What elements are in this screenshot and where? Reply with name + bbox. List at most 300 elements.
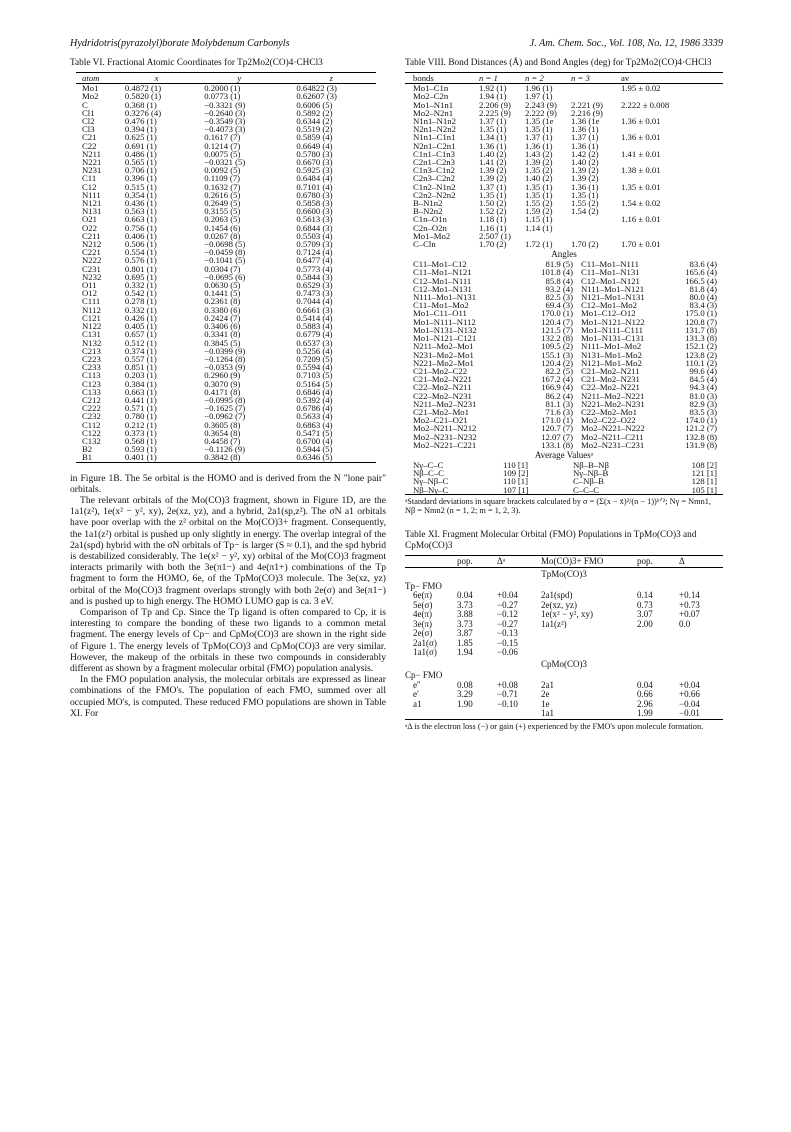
delta2-cell — [679, 648, 723, 658]
bond-cell: Mo1–Mo2 — [413, 230, 451, 241]
table6 — [76, 72, 376, 463]
pop-cell: 0.08 — [457, 679, 473, 690]
bond-cell: N2n1–C2n1 — [413, 140, 456, 151]
n1-cell: 1.94 (1) — [479, 91, 507, 102]
delta-cell — [497, 709, 541, 719]
z-cell: 0.6346 (5) — [296, 452, 333, 463]
delta-cell: −0.27 — [497, 599, 518, 610]
pop-cell: 3.73 — [457, 618, 473, 629]
angle-value-cell: 132.8 (8) — [685, 431, 717, 442]
y-cell: −0.0695 (6) — [204, 271, 246, 282]
n3-cell: 1.37 (1) — [571, 132, 599, 143]
pop-cell: 3.73 — [457, 599, 473, 610]
delta2-cell: +0.04 — [679, 679, 700, 690]
atom-cell: Cl2 — [82, 116, 95, 127]
x-cell: 0.354 (1) — [124, 189, 157, 200]
z-cell: 0.7044 (4) — [296, 296, 333, 307]
table11-section-tp — [405, 568, 723, 582]
table-row — [405, 232, 723, 240]
n1-cell: 1.37 (1) — [479, 181, 507, 192]
angle-label-cell: C11–Mo1–C12 — [413, 259, 467, 270]
delta-cell: −0.71 — [497, 689, 518, 700]
atom-cell: C122 — [82, 427, 101, 438]
angle-value-cell: 69.4 (3) — [545, 300, 573, 311]
angle-value-cell: 84.5 (4) — [689, 374, 717, 385]
delta2-cell: −0.01 — [679, 708, 700, 719]
z-cell: 0.5256 (4) — [296, 345, 333, 356]
y-cell: −0.0995 (8) — [204, 394, 246, 405]
angle-label-cell: C11–Mo1–N131 — [581, 267, 640, 278]
delta-cell: −0.12 — [497, 609, 518, 620]
av-cell: 1.16 ± 0.01 — [621, 214, 661, 225]
av-cell: 1.95 ± 0.02 — [621, 83, 661, 94]
x-cell: 0.401 (1) — [124, 452, 157, 463]
z-cell: 0.6529 (3) — [296, 280, 333, 291]
z-cell: 0.64822 (3) — [296, 83, 337, 94]
n3-cell: 1.54 (2) — [571, 206, 599, 217]
n1-cell: 1.41 (2) — [479, 157, 507, 168]
y-cell: 0.4171 (8) — [204, 386, 241, 397]
n2-cell: 1.36 (1) — [525, 140, 553, 151]
angle-value-cell: 105 [1] — [691, 484, 717, 495]
atom-cell: N231 — [82, 165, 102, 176]
angle-value-cell: 71.6 (3) — [545, 406, 573, 417]
table11-section-cp — [405, 658, 723, 672]
pop-cell: 1.94 — [457, 647, 473, 658]
x-cell: 0.515 (1) — [124, 181, 157, 192]
table-row — [405, 709, 723, 719]
atom-cell: N111 — [82, 189, 101, 200]
x-cell: 0.332 (1) — [124, 280, 157, 291]
z-cell: 0.7124 (4) — [296, 247, 333, 258]
angle-label-cell: Mo2–N211–N212 — [413, 423, 477, 434]
bond-cell: C1n3–C1n2 — [413, 165, 455, 176]
atom-cell: O12 — [82, 288, 97, 299]
x-cell: 0.625 (1) — [124, 132, 157, 143]
x-cell: 0.706 (1) — [124, 165, 157, 176]
x-cell: 0.542 (1) — [124, 288, 157, 299]
z-cell: 0.5944 (5) — [296, 444, 333, 455]
average-values-heading: Average Valuesᵃ — [534, 449, 594, 460]
angle-value-cell: 81.1 (3) — [545, 398, 573, 409]
table-row — [405, 461, 723, 469]
y-cell: 0.0075 (5) — [204, 148, 241, 159]
x-cell: 0.563 (1) — [124, 206, 157, 217]
n1-cell: 1.37 (1) — [479, 116, 507, 127]
x-cell: 0.663 (1) — [124, 386, 157, 397]
z-cell: 0.5594 (4) — [296, 362, 333, 373]
angle-value-cell: 131.9 (8) — [685, 439, 717, 450]
angle-value-cell: 131.3 (8) — [685, 333, 717, 344]
x-cell: 0.368 (1) — [124, 99, 157, 110]
table11-label-cp — [405, 671, 723, 681]
angle-label-cell: C21–Mo2–N211 — [581, 365, 640, 376]
angle-value-cell: 120.7 (7) — [541, 423, 573, 434]
paragraph: Comparison of Tp and Cp. Since the Tp ligand is often compared to Cp, it is interesting to compare the bonding of these two ligands to a common metal fragment. The energy levels of Cp− and CpMo(CO)3 are shown in the right side of Figure 1. The energy levels of TpMo(CO)3 and CpMo(CO)3 are very similar. However, the makeup of the orbitals in these two compounds in considerably different as shown by a fragment molecular orbital (FMO) population analysis. — [70, 606, 386, 674]
z-cell: 0.5780 (3) — [296, 148, 333, 159]
atom-cell: C113 — [82, 370, 101, 381]
x-cell: 0.212 (1) — [124, 419, 157, 430]
n1-cell: 2.225 (9) — [479, 107, 511, 118]
angle-value-cell: 81.9 (5) — [545, 259, 573, 270]
angle-label-cell: Nβ–B–Nβ — [573, 459, 609, 470]
angle-label-cell: N121–Mo1–Mo2 — [581, 357, 642, 368]
angle-value-cell: 82.9 (3) — [689, 398, 717, 409]
bond-cell: B–N2n2 — [413, 206, 443, 217]
x-cell: 0.576 (1) — [124, 255, 157, 266]
table11-caption: Table XI. Fragment Molecular Orbital (FMO) Populations in TpMo(CO)3 and CpMo(CO)3 — [405, 529, 697, 551]
atom-cell: N121 — [82, 198, 102, 209]
angle-value-cell: 85.8 (4) — [545, 275, 573, 286]
z-cell: 0.6700 (4) — [296, 435, 333, 446]
x-cell: 0.506 (1) — [124, 239, 157, 250]
angle-label-cell: N211–Mo2–N221 — [581, 390, 645, 401]
angle-value-cell: 83.4 (3) — [689, 300, 717, 311]
y-cell: −0.0353 (9) — [204, 362, 246, 373]
angle-label-cell: Mo1–N111–N112 — [413, 316, 476, 327]
z-cell: 0.6006 (5) — [296, 99, 333, 110]
n3-cell: 1.42 (2) — [571, 148, 599, 159]
x-cell: 0.332 (1) — [124, 304, 157, 315]
mo-fmo-cell: 1a1(z²) — [541, 618, 567, 629]
z-cell: 0.6670 (3) — [296, 157, 333, 168]
table-row — [405, 240, 723, 248]
pop2-cell: 2.96 — [637, 698, 653, 709]
angle-value-cell: 109.5 (2) — [541, 341, 573, 352]
atom-cell: C222 — [82, 403, 101, 414]
table-row — [405, 199, 723, 207]
angle-value-cell: 120.4 (2) — [541, 357, 573, 368]
table6-caption: Table VI. Fractional Atomic Coordinates for Tp2Mo2(CO)4·CHCl3 — [70, 58, 323, 68]
table11-body — [405, 568, 723, 720]
angle-value-cell: 12.07 (7) — [541, 431, 573, 442]
n1-cell: 1.92 (1) — [479, 83, 507, 94]
pop2-cell: 0.66 — [637, 689, 653, 700]
table-row — [405, 700, 723, 710]
x-cell: 0.476 (1) — [124, 116, 157, 127]
x-cell: 0.4872 (1) — [124, 83, 162, 94]
x-cell: 0.801 (1) — [124, 263, 157, 274]
angle-label-cell: Nγ–C–C — [413, 459, 444, 470]
table11-col-delta: Δᵃ — [497, 555, 506, 566]
z-cell: 0.5503 (4) — [296, 230, 333, 241]
y-cell: 0.4458 (7) — [204, 435, 241, 446]
atom-cell: N232 — [82, 271, 102, 282]
n1-cell: 1.52 (2) — [479, 206, 507, 217]
angle-label-cell: Nβ–C–C — [413, 468, 444, 479]
n3-cell: 1.35 (1) — [571, 189, 599, 200]
n1-cell: 1.39 (2) — [479, 165, 507, 176]
delta-cell: −0.06 — [497, 647, 518, 658]
n2-cell: 1.35 (2) — [525, 165, 553, 176]
angle-value-cell: 82.5 (3) — [545, 292, 573, 303]
x-cell: 0.374 (1) — [124, 345, 157, 356]
pop2-cell: 2.00 — [637, 618, 653, 629]
mo-fmo-cell: 1e(x² − y², xy) — [541, 609, 593, 620]
angle-label-cell: C21–Mo2–N221 — [413, 374, 472, 385]
n3-cell: 1.36 (1) — [571, 124, 599, 135]
z-cell: 0.5858 (3) — [296, 198, 333, 209]
angle-label-cell: Mo1–N121–N122 — [581, 316, 645, 327]
av-cell — [621, 224, 723, 232]
table-row — [405, 441, 723, 449]
atom-cell: O22 — [82, 222, 97, 233]
fmo-cell: 4e(π) — [413, 609, 433, 620]
y-cell: 0.1109 (7) — [204, 173, 241, 184]
z-cell: 0.5925 (3) — [296, 165, 333, 176]
atom-cell: C21 — [82, 132, 97, 143]
atom-cell: Cl3 — [82, 124, 95, 135]
z-cell: 0.5709 (3) — [296, 239, 333, 250]
paragraph: in Figure 1B. The 5e orbital is the HOMO and is derived from the N "lone pair" orbitals. — [70, 472, 386, 495]
pop2-cell — [637, 639, 679, 649]
angle-value-cell: 132.2 (8) — [541, 333, 573, 344]
angle-label-cell: C22–Mo2–Mo1 — [581, 406, 637, 417]
n2-cell: 1.35 (1e — [525, 116, 554, 127]
n3-cell: 1.36 (1e — [571, 116, 600, 127]
y-cell: −0.3321 (9) — [204, 99, 246, 110]
z-cell: 0.6779 (4) — [296, 329, 333, 340]
atom-cell: N112 — [82, 304, 101, 315]
angle-label-cell: Mo2–N231–C231 — [581, 439, 645, 450]
table-row — [405, 690, 723, 700]
angle-label-cell: C21–Mo2–N231 — [581, 374, 640, 385]
angle-value-cell: 83.6 (4) — [689, 259, 717, 270]
z-cell: 0.7209 (5) — [296, 353, 333, 364]
fmo-cell: 3e(π) — [413, 618, 433, 629]
header-title: Hydridotris(pyrazolyl)borate Molybdenum Carbonyls — [70, 38, 290, 49]
y-cell: −0.1041 (5) — [204, 255, 246, 266]
bond-cell: Mo1–N1n1 — [413, 99, 454, 110]
n3-cell: 1.55 (2) — [571, 198, 599, 209]
table-row — [405, 639, 723, 649]
mo-fmo-cell: 1e — [541, 698, 550, 709]
atom-cell: C132 — [82, 435, 101, 446]
bond-cell: Mo2–N2n1 — [413, 107, 454, 118]
angle-value-cell: 121.5 (7) — [541, 324, 573, 335]
angle-label-cell: Nβ–Nγ–C — [413, 484, 449, 495]
n2-cell: 1.59 (2) — [525, 206, 553, 217]
angle-value-cell: 81.8 (4) — [689, 283, 717, 294]
atom-cell: C11 — [82, 173, 97, 184]
n2-cell: 1.96 (1) — [525, 83, 553, 94]
table11-col-pop: pop. — [457, 555, 473, 566]
delta2-cell: +0.14 — [679, 590, 700, 601]
mo-fmo-cell: 2e — [541, 689, 550, 700]
n2-cell: 1.39 (2) — [525, 157, 553, 168]
bond-cell: C2n1–C2n3 — [413, 157, 455, 168]
x-cell: 0.394 (1) — [124, 124, 157, 135]
pop-cell: 0.04 — [457, 590, 473, 601]
n3-cell: 1.39 (2) — [571, 165, 599, 176]
atom-cell: N132 — [82, 337, 102, 348]
body-text — [70, 473, 386, 719]
bond-cell: C1n2–N1n2 — [413, 181, 456, 192]
atom-cell: C232 — [82, 411, 101, 422]
angle-value-cell: 110.1 (2) — [685, 357, 717, 368]
y-cell: 0.1632 (7) — [204, 181, 241, 192]
angle-value-cell: 174.0 (1) — [685, 415, 717, 426]
x-cell: 0.5820 (1) — [124, 91, 162, 102]
y-cell: 0.0630 (5) — [204, 280, 241, 291]
pop-cell — [457, 709, 497, 719]
angle-value-cell: 99.6 (4) — [689, 365, 717, 376]
pop2-cell: 0.04 — [637, 679, 653, 690]
angle-label-cell: C–Nβ–B — [573, 476, 604, 487]
x-cell: 0.691 (1) — [124, 140, 157, 151]
angle-label-cell: Mo2–N231–N232 — [413, 431, 477, 442]
n2-cell: 1.15 (1) — [525, 214, 553, 225]
av-cell: 1.38 ± 0.01 — [621, 165, 661, 176]
angle-label-cell: N121–Mo1–N131 — [581, 292, 645, 303]
n2-cell: 1.43 (2) — [525, 148, 553, 159]
n2-cell: 2.222 (9) — [525, 107, 557, 118]
x-cell: 0.565 (1) — [124, 157, 157, 168]
z-cell: 0.6649 (4) — [296, 140, 333, 151]
angle-label-cell: Mo1–C11–O11 — [413, 308, 467, 319]
x-cell: 0.568 (1) — [124, 435, 157, 446]
angle-value-cell: 120.8 (7) — [685, 316, 717, 327]
table-row — [405, 648, 723, 658]
y-cell: 0.2000 (1) — [204, 83, 241, 94]
angle-value-cell: 171.0 (1) — [541, 415, 573, 426]
n1-cell: 1.16 (1) — [479, 222, 507, 233]
angle-label-cell: Mo1–N111–C111 — [581, 324, 643, 335]
atom-cell: O21 — [82, 214, 97, 225]
x-cell: 0.756 (1) — [124, 222, 157, 233]
fmo-group-label: Tp− FMO — [405, 580, 442, 591]
x-cell: 0.436 (1) — [124, 198, 157, 209]
delta2-cell: −0.04 — [679, 698, 700, 709]
table-row — [405, 224, 723, 232]
angle-value-cell: 166.9 (4) — [541, 382, 573, 393]
z-cell: 0.7101 (4) — [296, 181, 333, 192]
table8-col-av: av — [621, 73, 630, 83]
angle-value-cell: 107 [1] — [503, 484, 529, 495]
bond-cell: Mo1–C1n — [413, 83, 449, 94]
n3-cell — [571, 84, 621, 93]
av-cell: 1.70 ± 0.01 — [621, 239, 661, 250]
n2-cell: 1.14 (1) — [525, 222, 553, 233]
atom-cell: B1 — [82, 452, 93, 463]
atom-cell: Cl1 — [82, 107, 95, 118]
bond-cell: N2n1–N2n2 — [413, 124, 456, 135]
atom-cell: B2 — [82, 444, 93, 455]
table-row — [405, 629, 723, 639]
x-cell: 0.426 (1) — [124, 312, 157, 323]
mo-fmo-cell — [541, 648, 637, 658]
atom-cell: C231 — [82, 263, 101, 274]
table8 — [405, 72, 723, 248]
angle-label-cell: Mo2–C21–O21 — [413, 415, 468, 426]
pop2-cell: 1.99 — [637, 708, 653, 719]
bond-cell: C2n–O2n — [413, 222, 447, 233]
paragraph: In the FMO population analysis, the molecular orbitals are expressed as linear combinations of the FMO's. The population of each FMO, summed over all occupied MO's, is computed. These reduced FMO populations are shown in Table XI. For — [70, 674, 386, 719]
delta-cell: −0.27 — [497, 618, 518, 629]
angle-label-cell: C21–Mo2–Mo1 — [413, 406, 469, 417]
atom-cell: N222 — [82, 255, 102, 266]
n2-cell: 1.37 (1) — [525, 132, 553, 143]
angle-value-cell: 120.4 (7) — [541, 316, 573, 327]
n1-cell: 2.507 (1) — [479, 230, 511, 241]
bond-cell: N1n1–C1n1 — [413, 132, 456, 143]
angle-label-cell: N111–Mo1–Mo2 — [581, 341, 642, 352]
angle-label-cell: Mo2–N221–C221 — [413, 439, 477, 450]
bond-cell: B–N1n2 — [413, 198, 443, 209]
atom-cell: C121 — [82, 312, 101, 323]
angle-value-cell: 94.3 (4) — [689, 382, 717, 393]
table-row — [405, 191, 723, 199]
atom-cell: N221 — [82, 157, 102, 168]
z-cell: 0.6537 (3) — [296, 337, 333, 348]
x-cell: 0.384 (1) — [124, 378, 157, 389]
n3-cell: 1.36 (1) — [571, 140, 599, 151]
fmo-cell: e′ — [413, 689, 419, 700]
table8-header-row — [405, 73, 723, 84]
z-cell: 0.7473 (3) — [296, 288, 333, 299]
z-cell: 0.5773 (4) — [296, 263, 333, 274]
n2-cell: 2.243 (9) — [525, 99, 557, 110]
angle-value-cell: 121.2 (7) — [685, 423, 717, 434]
angle-label-cell: C11–Mo1–N121 — [413, 267, 472, 278]
table-row — [405, 469, 723, 477]
angle-value-cell: 108 [2] — [691, 459, 717, 470]
table11-col-mo-fmo: Mo(CO)3+ FMO — [541, 555, 604, 566]
table-row — [76, 453, 376, 462]
table8-averages — [405, 461, 723, 495]
bond-cell: C2n2–N2n2 — [413, 189, 456, 200]
angle-label-cell: C12–Mo1–N111 — [413, 275, 472, 286]
n2-cell: 1.35 (1) — [525, 189, 553, 200]
n3-cell: 1.36 (1) — [571, 181, 599, 192]
atom-cell: Mo2 — [82, 91, 99, 102]
table11-col-fmo — [405, 555, 457, 568]
angle-label-cell: C11–Mo1–N111 — [581, 259, 639, 270]
x-cell: 0.486 (1) — [124, 148, 157, 159]
z-cell: 0.5633 (4) — [296, 411, 333, 422]
atom-cell: C213 — [82, 345, 101, 356]
pop-cell: 3.29 — [457, 689, 473, 700]
atom-cell: Mo1 — [82, 83, 99, 94]
atom-cell: N131 — [82, 206, 102, 217]
angle-value-cell: 131.7 (8) — [685, 324, 717, 335]
n3-cell: 1.70 (2) — [571, 239, 599, 250]
table8-footnote: ᵃStandard deviations in square brackets calculated by σ = (Σ(x − x̄)²/(n − 1))¹ᐟ²; Nγ = Nmn1, Nβ = Nmn2 (n = 1, 2; m = 1, 2, 3). — [405, 496, 711, 516]
z-cell: 0.5883 (4) — [296, 321, 333, 332]
fmo-cell: 2a1(σ) — [413, 637, 437, 648]
table-row — [405, 215, 723, 223]
y-cell: 0.1214 (7) — [204, 140, 241, 151]
x-cell: 0.571 (1) — [124, 403, 157, 414]
angle-value-cell: 101.8 (4) — [541, 267, 573, 278]
y-cell: 0.1454 (6) — [204, 222, 241, 233]
angle-value-cell: 109 [2] — [503, 468, 529, 479]
header-citation: J. Am. Chem. Soc., Vol. 108, No. 12, 1986 3339 — [529, 38, 723, 49]
table11-header-row — [405, 555, 723, 568]
z-cell: 0.5164 (5) — [296, 378, 333, 389]
y-cell: −0.2640 (3) — [204, 107, 246, 118]
z-cell: 0.6780 (3) — [296, 189, 333, 200]
paragraph: The relevant orbitals of the Mo(CO)3 fragment, shown in Figure 1D, are the 1a1(z²), 1e(x² − y², xy), 2e(xz, yz), and a hybrid, 2a1(sp,z²). The σN a1 orbitals have poor overlap with the z² orbital on the Mo(CO)3+ fragment. Consequently, the 1a1(z²) orbital is pushed up only slightly in energy. The overlap integral of the 2a1(spd) hybrid with the σN orbitals of Tp− is larger (S ≈ 0.1), and the spd hybrid is destabilized considerably. The 1e(x² − y², xy) orbital of the Mo(CO)3 fragment interacts primarily with both the 3e(π1−) and 4e(π1+) combinations of the Tp fragment to form the HOMO, 6e, of the TpMo(CO)3 molecule. The 3e(xz, yz) orbital of the Mo(CO)3 fragment overlaps strongly with both 2e(σ) and 3e(π1−) and is pushed up to high energy. The HOMO LUMO gap is ca. 3 eV. — [70, 494, 386, 607]
y-cell: 0.3845 (5) — [204, 337, 241, 348]
z-cell: 0.6786 (4) — [296, 403, 333, 414]
x-cell: 0.203 (1) — [124, 370, 157, 381]
angle-value-cell: 82.2 (5) — [545, 365, 573, 376]
z-cell: 0.6661 (3) — [296, 304, 333, 315]
angle-label-cell: C–C–C — [573, 484, 600, 495]
angle-label-cell: Mo2–C22–O22 — [581, 415, 636, 426]
delta-cell: +0.08 — [497, 679, 518, 690]
